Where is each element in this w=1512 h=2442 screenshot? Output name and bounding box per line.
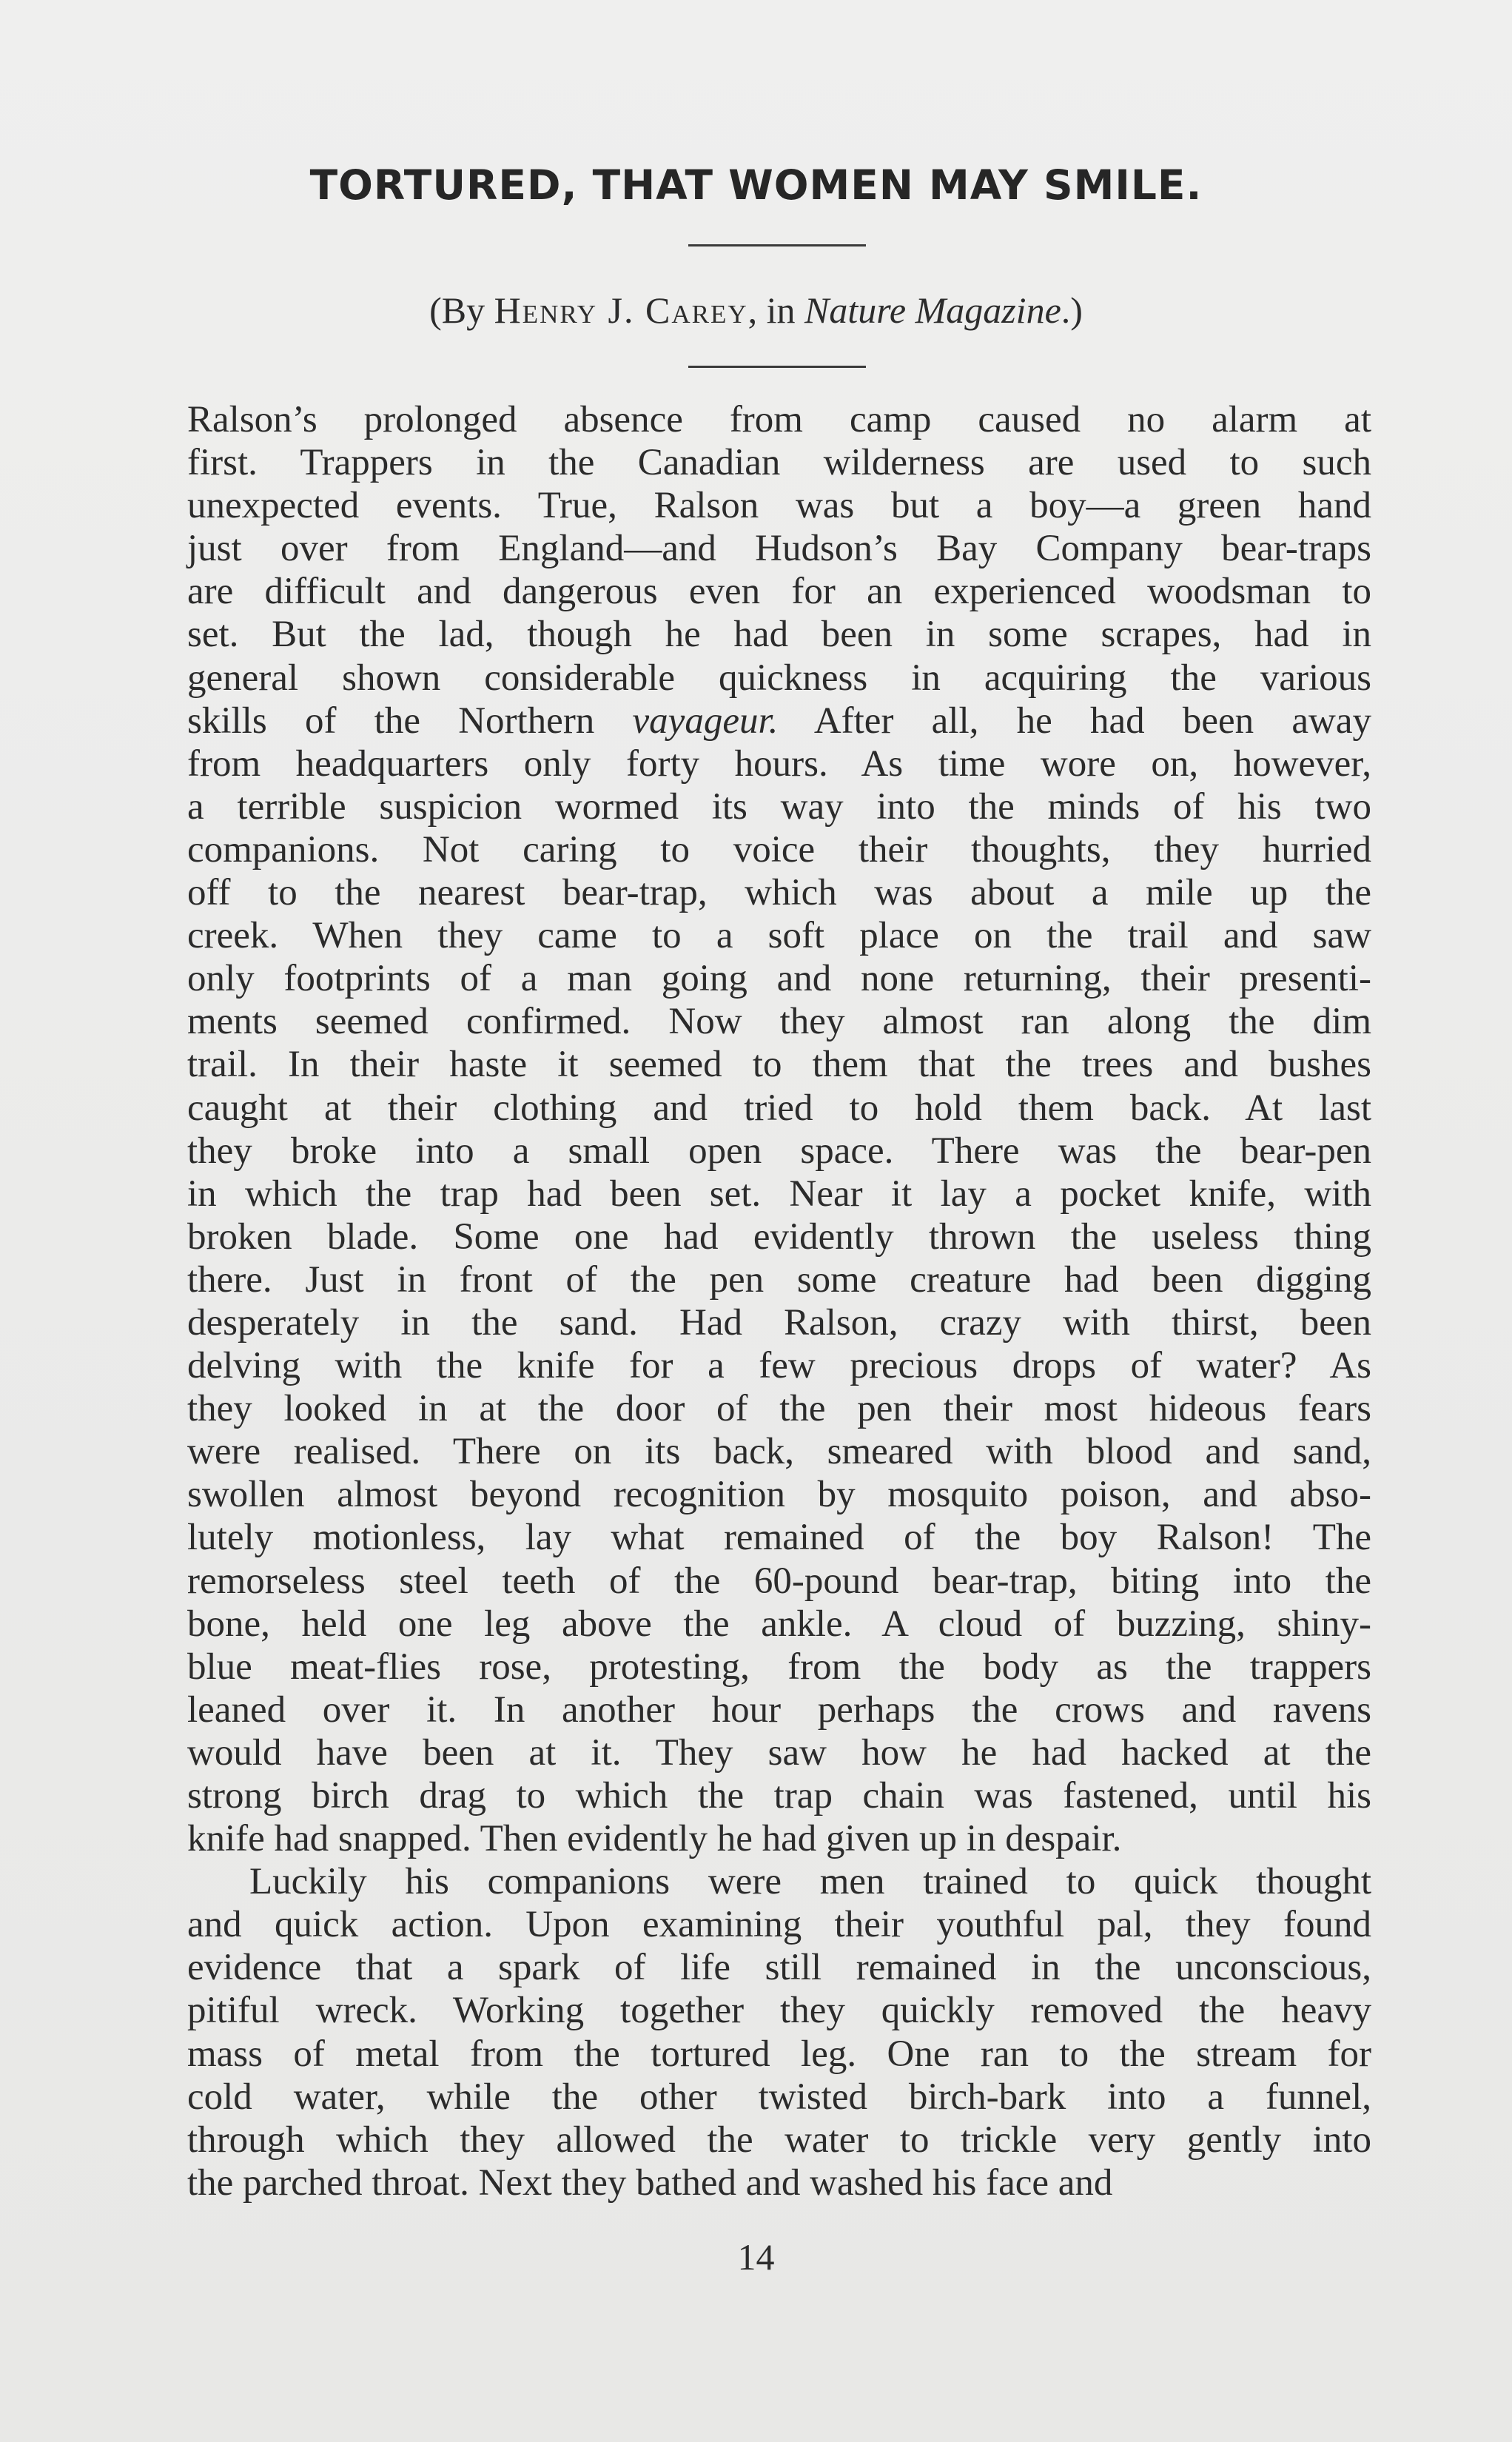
paragraph-line: from headquarters only forty hours. As time wore on, however, [187,742,1371,785]
paragraph-line: mass of metal from the tortured leg. One ran to the stream for [187,2033,1371,2075]
page-number: 14 [737,2236,775,2278]
paragraph-line: the parched throat. Next they bathed and washed his face and [187,2161,1113,2204]
byline-author: Henry J. Carey [494,289,748,331]
paragraph-line: caught at their clothing and tried to hold them back. At last [187,1087,1371,1129]
paragraph-line: off to the nearest bear-trap, which was about a mile up the [187,872,1371,914]
line-text: skills of the Northern [187,700,633,742]
paragraph-line: they looked in at the door of the pen their most hideous fears [187,1388,1371,1430]
paragraph-line: delving with the knife for a few precious drops of water? As [187,1345,1371,1387]
byline-publication: Nature Magazine [804,289,1061,331]
paragraph-line: leaned over it. In another hour perhaps the crows and ravens [187,1688,1371,1731]
title-divider [688,244,866,246]
paragraph-line: creek. When they came to a soft place on the trail and saw [187,915,1371,957]
paragraph-line: strong birch drag to which the trap chain was fastened, until his [187,1775,1371,1817]
paragraph-line: pitiful wreck. Working together they quickly removed the heavy [187,1990,1371,2032]
byline-divider [688,366,866,368]
paragraph-line: companions. Not caring to voice their thoughts, they hurried [187,828,1371,871]
paragraph-line: only footprints of a man going and none returning, their presenti- [187,958,1371,1000]
paragraph-line: unexpected events. True, Ralson was but a boy—a green hand [187,485,1371,527]
paragraph-line: evidence that a spark of life still remained in the unconscious, [187,1947,1371,1989]
paragraph-line: swollen almost beyond recognition by mosquito poison, and abso- [187,1474,1371,1516]
paragraph-line: knife had snapped. Then evidently he had given up in despair. [187,1818,1122,1860]
paragraph-line: there. Just in front of the pen some creature had been digging [187,1258,1371,1301]
paragraph-line [187,700,1371,742]
paragraph-line: just over from England—and Hudson’s Bay Company bear-traps [187,528,1371,570]
byline [0,289,1512,332]
byline-open: (By [429,289,494,331]
paragraph-line: in which the trap had been set. Near it lay a pocket knife, with [187,1173,1371,1215]
paragraph-line: were realised. There on its back, smeared with blood and sand, [187,1431,1371,1473]
article-body [187,398,1371,2204]
paragraph-line: lutely motionless, lay what remained of the boy Ralson! The [187,1517,1371,1559]
paragraph-line: a terrible suspicion wormed its way into the minds of his two [187,785,1371,828]
paragraph-line: desperately in the sand. Had Ralson, crazy with thirst, been [187,1301,1371,1344]
paragraph-line: trail. In their haste it seemed to them that the trees and bushes [187,1044,1371,1086]
paragraph-line: through which they allowed the water to trickle very gently into [187,2119,1371,2161]
paragraph-line: bone, held one leg above the ankle. A cloud of buzzing, shiny- [187,1603,1371,1645]
paragraph-line: blue meat-flies rose, protesting, from the body as the trappers [187,1646,1371,1688]
paragraph-line: remorseless steel teeth of the 60-pound bear-trap, biting into the [187,1560,1371,1602]
paragraph-line: broken blade. Some one had evidently thrown the useless thing [187,1215,1371,1258]
paragraph-line: Ralson’s prolonged absence from camp caused no alarm at [187,399,1371,440]
article-title: TORTURED, THAT WOMEN MAY SMILE. [309,161,1203,209]
line-text: After all, he had been away [778,700,1371,742]
paragraph-line: cold water, while the other twisted birch-bark into a funnel, [187,2076,1371,2118]
paragraph-line: they broke into a small open space. There was the bear-pen [187,1130,1371,1172]
paragraph-line: are difficult and dangerous even for an experienced woodsman to [187,571,1371,613]
paragraph-line: ments seemed confirmed. Now they almost ran along the dim [187,1001,1371,1043]
byline-mid: , in [747,289,805,331]
paragraph-line: general shown considerable quickness in acquiring the various [187,657,1371,699]
paragraph-line: set. But the lad, though he had been in some scrapes, had in [187,614,1371,656]
paragraph-line: would have been at it. They saw how he had hacked at the [187,1731,1371,1774]
paragraph-line: Luckily his companions were men trained to quick thought [249,1861,1371,1903]
paragraph-line: and quick action. Upon examining their youthful pal, they found [187,1904,1371,1946]
byline-close: .) [1061,289,1083,331]
italic-term: vayageur. [632,700,779,742]
paragraph-line: first. Trappers in the Canadian wilderness are used to such [187,442,1371,484]
